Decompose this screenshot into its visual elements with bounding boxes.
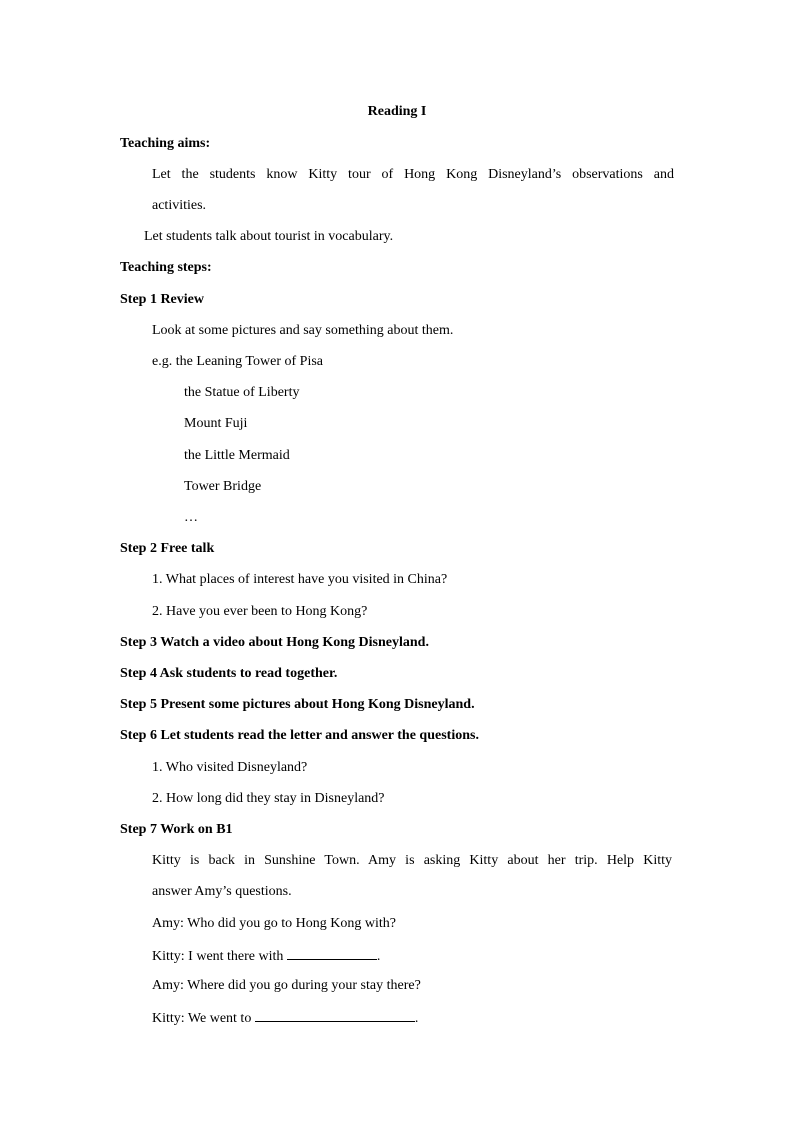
- teaching-aims-heading: Teaching aims:: [120, 136, 211, 151]
- step-6-heading: Step 6 Let students read the letter and answer the questions.: [120, 728, 479, 743]
- dialogue-text: Kitty: I went there with: [152, 949, 287, 964]
- step-1-item-ellipsis: …: [184, 510, 198, 525]
- step-4-heading: Step 4 Ask students to read together.: [120, 666, 338, 681]
- dialogue-end: .: [414, 1011, 419, 1026]
- dialogue-text: Kitty: We went to: [152, 1011, 255, 1026]
- step-7-heading: Step 7 Work on B1: [120, 822, 233, 837]
- step-6-question: 1. Who visited Disneyland?: [152, 760, 308, 775]
- step-2-question: 2. Have you ever been to Hong Kong?: [152, 604, 368, 619]
- answer-blank[interactable]: [287, 946, 377, 960]
- step-2-question: 1. What places of interest have you visited in China?: [152, 572, 448, 587]
- step-1-item: Mount Fuji: [184, 416, 248, 431]
- dialogue-line: [152, 946, 380, 966]
- step-1-item: the Statue of Liberty: [184, 385, 300, 400]
- teaching-steps-heading: Teaching steps:: [120, 260, 212, 275]
- step-3-heading: Step 3 Watch a video about Hong Kong Disneyland.: [120, 635, 429, 650]
- answer-blank[interactable]: [255, 1008, 415, 1022]
- aim-line-2: Let students talk about tourist in vocabulary.: [144, 229, 394, 244]
- dialogue-text: Amy: Where did you go during your stay there?: [152, 978, 421, 993]
- step-6-question: 2. How long did they stay in Disneyland?: [152, 791, 385, 806]
- step-1-intro: Look at some pictures and say something about them.: [152, 323, 454, 338]
- step-7-intro: Kitty is back in Sunshine Town. Amy is asking Kitty about her trip. Help Kitty: [152, 853, 672, 868]
- step-1-item: Tower Bridge: [184, 479, 262, 494]
- step-5-heading: Step 5 Present some pictures about Hong Kong Disneyland.: [120, 697, 475, 712]
- dialogue-line: [152, 1008, 418, 1028]
- aim-line-1: Let the students know Kitty tour of Hong Kong Disneyland’s observations and: [152, 167, 674, 182]
- step-1-heading: Step 1 Review: [120, 292, 204, 307]
- step-7-intro-continued: answer Amy’s questions.: [152, 884, 292, 899]
- dialogue-line: [152, 915, 396, 933]
- dialogue-line: [152, 977, 421, 995]
- dialogue-end: .: [376, 949, 381, 964]
- dialogue-text: Amy: Who did you go to Hong Kong with?: [152, 916, 396, 931]
- step-2-heading: Step 2 Free talk: [120, 541, 215, 556]
- page-title: Reading I: [367, 104, 427, 119]
- step-1-example: e.g. the Leaning Tower of Pisa: [152, 354, 323, 369]
- aim-line-1-continued: activities.: [152, 198, 207, 213]
- step-1-item: the Little Mermaid: [184, 448, 290, 463]
